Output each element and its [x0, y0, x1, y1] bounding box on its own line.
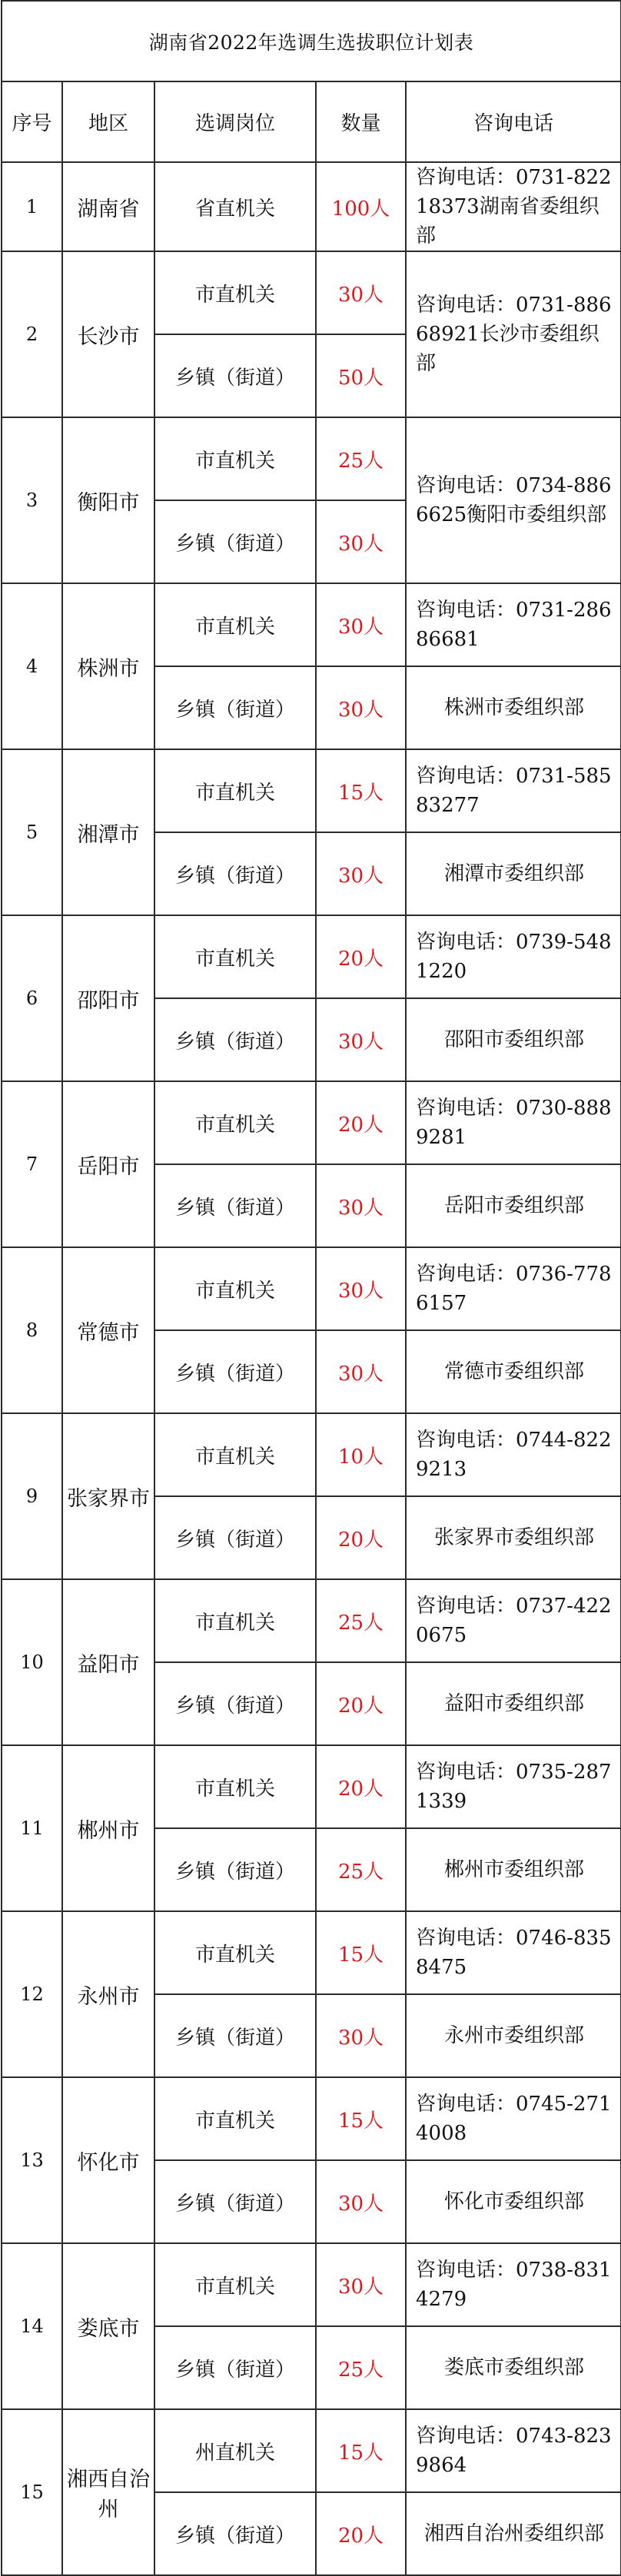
table-row	[2, 583, 621, 666]
row-phone: 咨询电话：0744-8229213	[406, 1413, 621, 1496]
row-post: 市直机关	[154, 1081, 316, 1164]
header-seq: 序号	[2, 81, 62, 162]
row-region: 株洲市	[62, 583, 154, 749]
row-count: 30人	[316, 1330, 406, 1413]
row-phone: 咨询电话：0730-8889281	[406, 1081, 621, 1164]
row-count: 30人	[316, 1247, 406, 1330]
row-region: 张家界市	[62, 1413, 154, 1579]
row-phone: 岳阳市委组织部	[406, 1164, 621, 1247]
row-seq: 3	[2, 417, 62, 583]
header-row	[2, 81, 621, 162]
row-count: 25人	[316, 2326, 406, 2409]
row-phone: 永州市委组织部	[406, 1994, 621, 2077]
row-post: 市直机关	[154, 251, 316, 334]
row-post: 乡镇（街道）	[154, 998, 316, 1081]
row-phone: 邵阳市委组织部	[406, 998, 621, 1081]
row-phone: 咨询电话：0731-88668921长沙市委组织部	[406, 251, 621, 417]
row-count: 30人	[316, 500, 406, 583]
row-count: 30人	[316, 666, 406, 749]
row-post: 市直机关	[154, 1247, 316, 1330]
row-seq: 15	[2, 2409, 62, 2575]
row-post: 乡镇（街道）	[154, 2160, 316, 2243]
row-phone: 咨询电话：0731-58583277	[406, 749, 621, 832]
row-count: 20人	[316, 1662, 406, 1745]
row-count: 25人	[316, 1828, 406, 1911]
row-region: 郴州市	[62, 1745, 154, 1911]
row-count: 10人	[316, 1413, 406, 1496]
row-count: 25人	[316, 1579, 406, 1662]
row-count: 30人	[316, 1164, 406, 1247]
row-post: 乡镇（街道）	[154, 2492, 316, 2575]
table-row	[2, 1081, 621, 1164]
row-post: 乡镇（街道）	[154, 666, 316, 749]
row-seq: 4	[2, 583, 62, 749]
row-phone: 常德市委组织部	[406, 1330, 621, 1413]
row-post: 市直机关	[154, 1413, 316, 1496]
row-count: 30人	[316, 583, 406, 666]
row-post: 市直机关	[154, 915, 316, 998]
row-count: 30人	[316, 832, 406, 915]
row-post: 市直机关	[154, 1579, 316, 1662]
table-row	[2, 2077, 621, 2160]
row-phone: 咨询电话：0731-82218373湖南省委组织部	[406, 162, 621, 251]
row-seq: 8	[2, 1247, 62, 1413]
row-phone: 咨询电话：0731-28686681	[406, 583, 621, 666]
row-phone: 咨询电话：0734-8866625衡阳市委组织部	[406, 417, 621, 583]
row-count: 30人	[316, 251, 406, 334]
row-seq: 10	[2, 1579, 62, 1745]
table-row	[2, 1413, 621, 1496]
row-seq: 7	[2, 1081, 62, 1247]
row-post: 市直机关	[154, 417, 316, 500]
row-region: 长沙市	[62, 251, 154, 417]
row-count: 30人	[316, 2160, 406, 2243]
table-row	[2, 162, 621, 251]
row-phone: 湘西自治州委组织部	[406, 2492, 621, 2575]
row-post: 乡镇（街道）	[154, 832, 316, 915]
row-post: 市直机关	[154, 749, 316, 832]
row-region: 益阳市	[62, 1579, 154, 1745]
row-post: 乡镇（街道）	[154, 500, 316, 583]
table-row	[2, 749, 621, 832]
row-region: 衡阳市	[62, 417, 154, 583]
row-count: 20人	[316, 2492, 406, 2575]
row-count: 30人	[316, 998, 406, 1081]
row-post: 乡镇（街道）	[154, 2326, 316, 2409]
row-phone: 咨询电话：0745-2714008	[406, 2077, 621, 2160]
row-seq: 5	[2, 749, 62, 915]
row-count: 100人	[316, 162, 406, 251]
row-post: 市直机关	[154, 2243, 316, 2326]
row-region: 怀化市	[62, 2077, 154, 2243]
row-seq: 11	[2, 1745, 62, 1911]
row-phone: 益阳市委组织部	[406, 1662, 621, 1745]
selection-plan-table	[1, 0, 621, 2576]
row-phone: 咨询电话：0736-7786157	[406, 1247, 621, 1330]
row-count: 50人	[316, 334, 406, 417]
table-body	[2, 1, 621, 2575]
table-row	[2, 2409, 621, 2492]
row-phone: 株洲市委组织部	[406, 666, 621, 749]
row-count: 20人	[316, 1745, 406, 1828]
row-seq: 9	[2, 1413, 62, 1579]
row-post: 市直机关	[154, 2077, 316, 2160]
row-region: 邵阳市	[62, 915, 154, 1081]
row-post: 乡镇（街道）	[154, 1662, 316, 1745]
row-phone: 咨询电话：0739-5481220	[406, 915, 621, 998]
row-region: 湖南省	[62, 162, 154, 251]
row-phone: 娄底市委组织部	[406, 2326, 621, 2409]
table-row	[2, 915, 621, 998]
row-phone: 怀化市委组织部	[406, 2160, 621, 2243]
table-row	[2, 417, 621, 500]
row-post: 乡镇（街道）	[154, 1330, 316, 1413]
row-count: 15人	[316, 749, 406, 832]
row-count: 30人	[316, 2243, 406, 2326]
row-count: 15人	[316, 2409, 406, 2492]
row-phone: 咨询电话：0735-2871339	[406, 1745, 621, 1828]
row-count: 20人	[316, 915, 406, 998]
row-post: 乡镇（街道）	[154, 334, 316, 417]
table-row	[2, 1247, 621, 1330]
row-post: 市直机关	[154, 1911, 316, 1994]
row-phone: 咨询电话：0746-8358475	[406, 1911, 621, 1994]
row-count: 25人	[316, 417, 406, 500]
row-region: 常德市	[62, 1247, 154, 1413]
title-row	[2, 1, 621, 81]
header-count: 数量	[316, 81, 406, 162]
row-region: 永州市	[62, 1911, 154, 2077]
row-seq: 2	[2, 251, 62, 417]
row-post: 省直机关	[154, 162, 316, 251]
header-post: 选调岗位	[154, 81, 316, 162]
row-post: 乡镇（街道）	[154, 1828, 316, 1911]
row-seq: 1	[2, 162, 62, 251]
table-row	[2, 1911, 621, 1994]
table-row	[2, 1579, 621, 1662]
row-phone: 郴州市委组织部	[406, 1828, 621, 1911]
row-region: 湘潭市	[62, 749, 154, 915]
row-count: 20人	[316, 1496, 406, 1579]
row-post: 市直机关	[154, 583, 316, 666]
row-region: 岳阳市	[62, 1081, 154, 1247]
row-post: 乡镇（街道）	[154, 1994, 316, 2077]
row-phone: 湘潭市委组织部	[406, 832, 621, 915]
row-post: 乡镇（街道）	[154, 1496, 316, 1579]
row-seq: 12	[2, 1911, 62, 2077]
table-row	[2, 251, 621, 334]
row-phone: 张家界市委组织部	[406, 1496, 621, 1579]
row-post: 州直机关	[154, 2409, 316, 2492]
row-region: 娄底市	[62, 2243, 154, 2409]
row-seq: 6	[2, 915, 62, 1081]
row-count: 15人	[316, 2077, 406, 2160]
table-row	[2, 1745, 621, 1828]
row-seq: 14	[2, 2243, 62, 2409]
row-region: 湘西自治州	[62, 2409, 154, 2575]
row-post: 市直机关	[154, 1745, 316, 1828]
row-phone: 咨询电话：0737-4220675	[406, 1579, 621, 1662]
row-post: 乡镇（街道）	[154, 1164, 316, 1247]
row-count: 20人	[316, 1081, 406, 1164]
header-phone: 咨询电话	[406, 81, 621, 162]
row-seq: 13	[2, 2077, 62, 2243]
row-count: 15人	[316, 1911, 406, 1994]
row-count: 30人	[316, 1994, 406, 2077]
table-row	[2, 2243, 621, 2326]
row-phone: 咨询电话：0738-8314279	[406, 2243, 621, 2326]
header-region: 地区	[62, 81, 154, 162]
table-title: 湖南省2022年选调生选拔职位计划表	[2, 1, 621, 81]
row-phone: 咨询电话：0743-8239864	[406, 2409, 621, 2492]
